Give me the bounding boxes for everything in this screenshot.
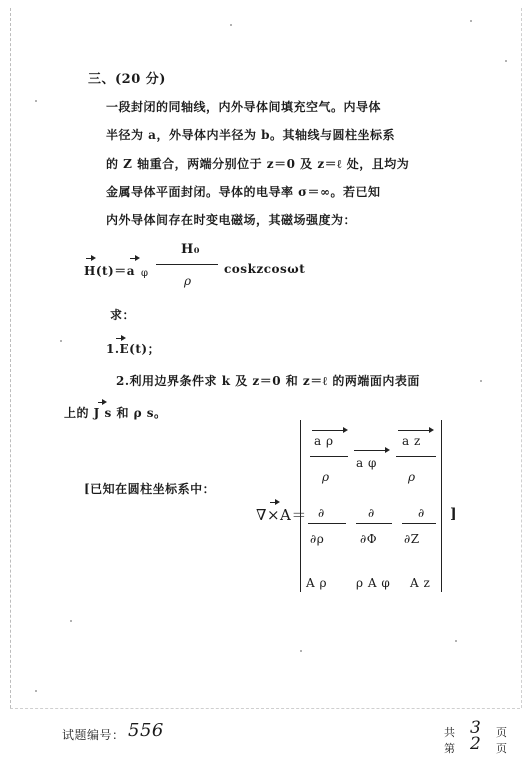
partial-symbol: ∂ [368,506,375,520]
fraction-bar [308,523,346,524]
body-line-4: 金属导体平面封闭。导体的电导率 σ＝∞。若已知 [106,185,381,199]
formula-lhs: H(t)＝a [84,264,136,278]
scan-speck [35,690,37,692]
fraction-bar [402,523,436,524]
fraction-bar [156,264,218,265]
current-page-unit: 页 [496,742,508,755]
scan-speck [480,380,482,382]
total-pages-unit: 页 [496,726,508,739]
current-page-value: 2 [470,734,482,754]
unit-vector-a-phi: a φ [356,456,377,470]
vector-arrow [98,402,105,403]
exam-code-value: 556 [128,720,164,741]
unit-vector-a-rho: a ρ [314,434,334,448]
determinant-right-bar [441,420,442,592]
scan-speck [60,340,62,342]
row1-den-rho-z: ρ [408,470,416,484]
body-line-5: 内外导体间存在时变电磁场，其磁场强度为： [106,213,357,227]
total-pages-value: 3 [470,718,482,738]
vector-arrow [130,258,138,259]
row1-den-rho: ρ [322,470,330,484]
scan-speck [455,640,457,642]
body-line-1: 一段封闭的同轴线，内外导体间填充空气。内导体 [106,100,382,114]
partial-z: ∂Z [404,532,420,546]
scan-speck [230,24,232,26]
component-a-z: A z [410,576,431,590]
item-2-line-2: 上的 J s 和 ρ s。 [64,406,167,420]
question-heading: 三、(20 分) [88,72,166,87]
component-a-rho: A ρ [306,576,328,590]
fraction-bar [356,523,392,524]
ask-label: 求： [110,308,136,322]
vector-arrow [398,430,432,431]
current-page-label: 第 [444,742,456,755]
partial-symbol: ∂ [418,506,425,520]
vector-arrow [270,502,278,503]
body-line-2: 半径为 a，外导体内半径为 b。其轴线与圆柱坐标系 [106,128,396,142]
formula-numerator: H₀ [181,242,200,257]
fraction-bar [310,456,348,457]
scan-speck [70,620,72,622]
item-2-line-1: 2.利用边界条件求 k 及 z＝0 和 z＝ℓ 的两端面内表面 [116,374,420,388]
component-rho-a-phi: ρ A φ [356,576,391,590]
determinant-left-bar [300,420,301,592]
total-pages-label: 共 [444,726,456,739]
partial-rho: ∂ρ [310,532,325,546]
scan-speck [300,650,302,652]
unit-vector-a-z: a z [402,434,421,448]
hint-close-bracket: ] [450,506,458,522]
body-line-3: 的 Z 轴重合，两端分别位于 z＝0 及 z＝ℓ 处，且均为 [106,157,410,171]
hint-intro: [已知在圆柱坐标系中： [84,482,216,496]
formula-phi-subscript: φ [141,268,149,279]
exam-code-label: 试题编号： [62,728,125,742]
page-bottom-rule [10,708,520,709]
partial-phi: ∂Φ [360,532,378,546]
formula-denominator: ρ [184,274,192,288]
partial-symbol: ∂ [318,506,325,520]
item-1: 1.E(t)； [106,342,161,356]
scan-speck [505,60,507,62]
vector-arrow [354,450,388,451]
vector-arrow [86,258,94,259]
formula-tail: coskzcosωt [224,262,306,276]
vector-arrow [116,338,124,339]
scan-speck [35,100,37,102]
scan-speck [470,20,472,22]
fraction-bar [396,456,436,457]
curl-operator: ∇×A＝ [256,506,307,524]
vector-arrow [312,430,346,431]
